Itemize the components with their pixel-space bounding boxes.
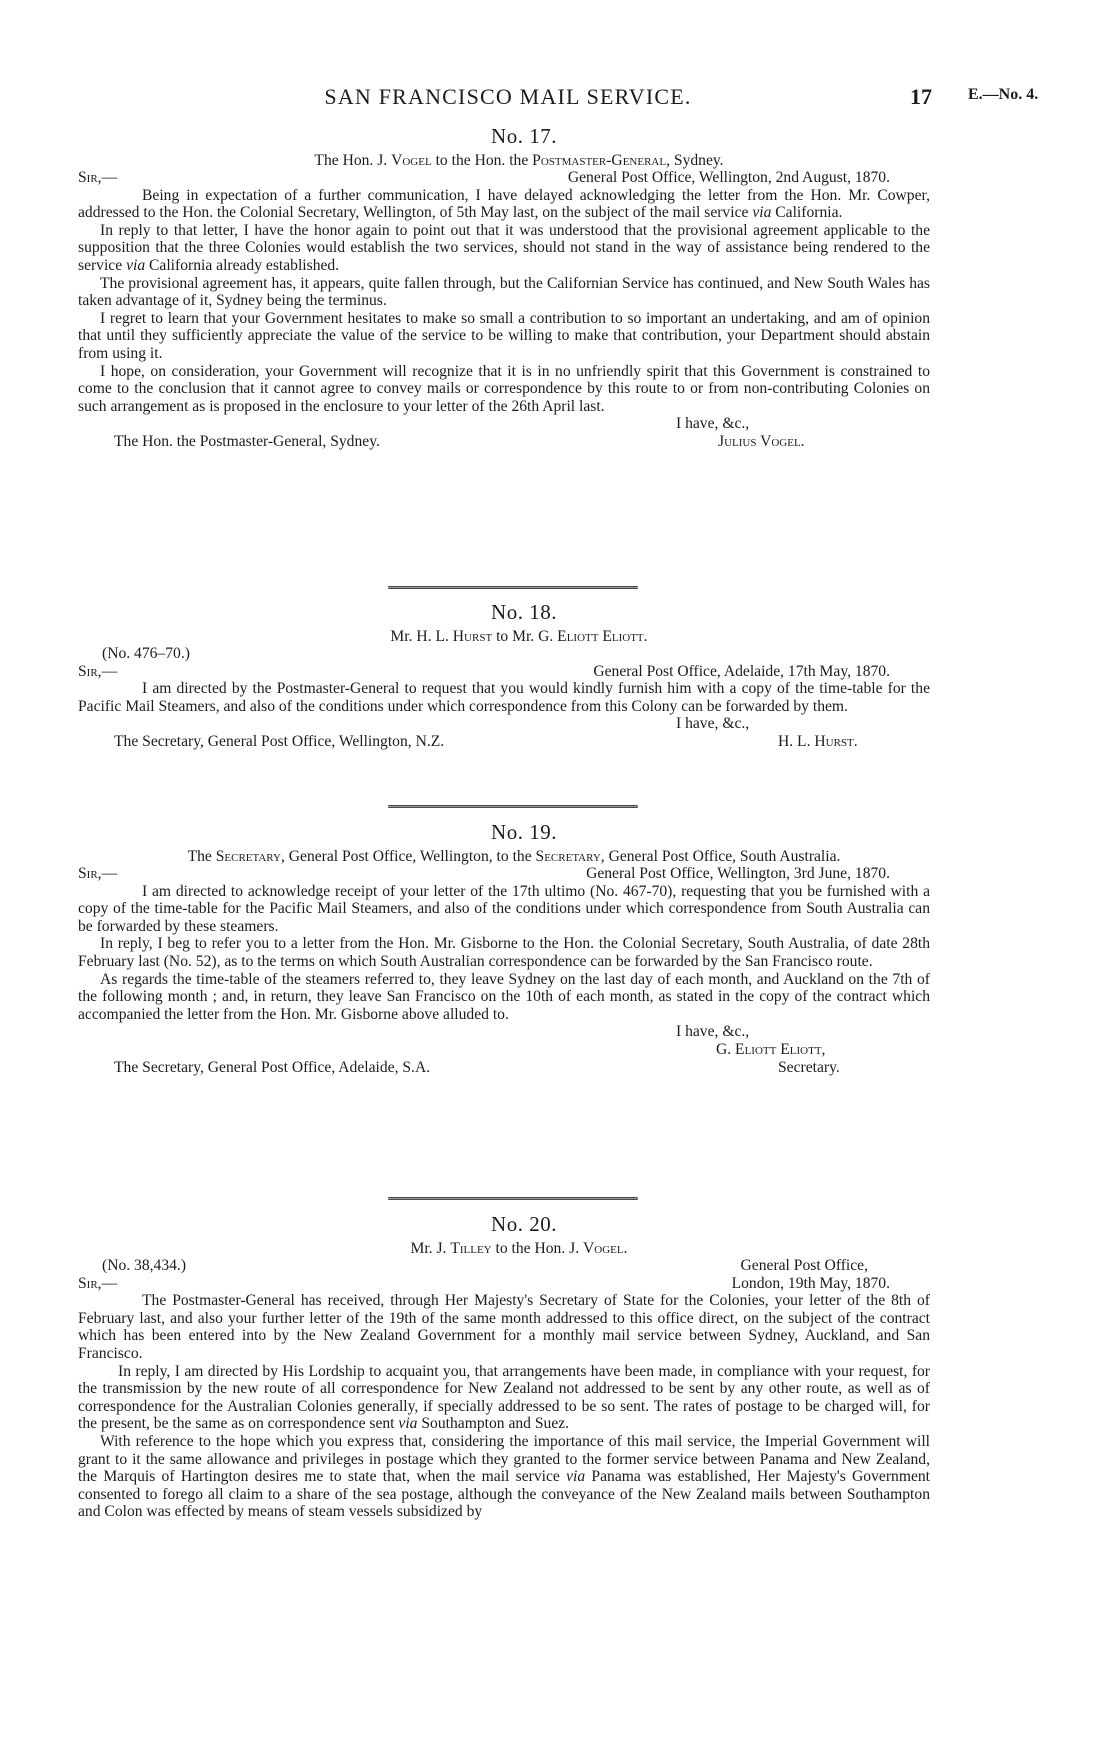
- letter-number: No. 20.: [491, 1212, 557, 1236]
- letter-reference: (No. 476–70.): [102, 645, 190, 662]
- addressee: The Secretary, General Post Office, Adelaide, S.A.: [114, 1058, 431, 1076]
- salutation: Sir,—: [78, 865, 118, 882]
- letter-number: No. 19.: [491, 820, 557, 844]
- paragraph: I hope, on consideration, your Government will recognize that it is in no unfriendly spirit that this Government is constrained to come to the conclusion that it cannot agree to convey mails or correspondence by this route to or from non-contributing Colonies on such arrangement as is proposed in the enclosure to your letter of the 26th April last.: [78, 362, 930, 415]
- letter-number: No. 17.: [491, 124, 557, 148]
- letter-no-20: [78, 1212, 930, 1521]
- letter-number: No. 18.: [491, 600, 557, 624]
- paragraph: I am directed to acknowledge receipt of your letter of the 17th ultimo (No. 467-70), requesting that you be furnished with a copy of the time-table for the Pacific Mail Steamers, and also of the conditions under which correspondence from South Australia can be forwarded by these steamers.: [78, 882, 930, 935]
- salutation-line: [78, 865, 930, 883]
- paragraph: In reply, I am directed by His Lordship to acquaint you, that arrangements have been made, in compliance with your request, for the transmission by the new route of all correspondence for New Zealand not addressed to be sent by any other route, as well as of correspondence for the Australian Colonies generally, if specially addressed to be so sent. The rates of postage to be charged will, for the present, be the same as on correspondence sent via Southampton and Suez.: [78, 1362, 930, 1433]
- letter-no-17: [78, 124, 930, 451]
- section-divider: [388, 1197, 638, 1200]
- closing: I have, &c.,: [676, 1023, 750, 1041]
- addressee: The Hon. the Postmaster-General, Sydney.: [114, 432, 380, 450]
- section-divider: [388, 805, 638, 808]
- reference-line: [78, 1257, 930, 1275]
- salutation-line: [78, 169, 930, 187]
- signature: H. L. Hurst.: [778, 732, 858, 750]
- letter-reference: (No. 38,434.): [102, 1257, 187, 1274]
- closing: I have, &c.,: [676, 715, 750, 733]
- letter-title: Mr. J. Tilley to the Hon. J. Vogel.: [410, 1240, 628, 1257]
- letter-no-19: [78, 820, 930, 1076]
- salutation-line: [78, 1275, 930, 1293]
- signature: G. Eliott Eliott,: [716, 1040, 826, 1058]
- paragraph: With reference to the hope which you express that, considering the importance of this mail service, the Imperial Government will grant to it the same allowance and privileges in postage which they granted to the former service between Panama and New Zealand, the Marquis of Hartington desires me to state that, when the mail service via Panama was established, Her Majesty's Government consented to forego all claim to a share of the sea postage, although the conveyance of the New Zealand mails between Southampton and Colon was effected by means of steam vessels subsidized by: [78, 1432, 930, 1521]
- letter-title: The Secretary, General Post Office, Wellington, to the Secretary, General Post Office, South Australia.: [187, 848, 841, 865]
- signoff-line: [78, 733, 930, 751]
- paragraph: Being in expectation of a further communication, I have delayed acknowledging the letter from the Hon. Mr. Cowper, addressed to the Hon. the Colonial Secretary, Wellington, of 5th May last, on the subject of the mail service via California.: [78, 186, 930, 222]
- signoff-line: [78, 433, 930, 451]
- document-reference: E.—No. 4.: [968, 86, 1039, 103]
- salutation: Sir,—: [78, 662, 118, 680]
- paragraph: The provisional agreement has, it appears, quite fallen through, but the Californian Service has continued, and New South Wales has taken advantage of it, Sydney being the terminus.: [78, 274, 930, 310]
- letter-title: Mr. H. L. Hurst to Mr. G. Eliott Eliott.: [390, 628, 648, 645]
- paragraph: In reply, I beg to refer you to a letter from the Hon. Mr. Gisborne to the Hon. the Colonial Secretary, South Australia, of date 28th February last (No. 52), as to the terms on which South Australian correspondence can be forwarded by the San Francisco route.: [78, 935, 930, 970]
- addressee: The Secretary, General Post Office, Wellington, N.Z.: [114, 732, 445, 750]
- letter-no-18: [78, 600, 930, 751]
- paragraph: As regards the time-table of the steamers referred to, they leave Sydney on the last day of each month, and Auckland on the 7th of the following month ; and, in return, they leave San Francisco on the 10th of each month, as stated in the copy of the contract which accompanied the letter from the Hon. Mr. Gisborne above alluded to.: [78, 970, 930, 1023]
- dateline: General Post Office, Wellington, 2nd August, 1870.: [567, 169, 890, 186]
- salutation: Sir,—: [78, 1274, 118, 1292]
- paragraph: In reply to that letter, I have the honor again to point out that it was understood that the provisional agreement applicable to the supposition that the three Colonies would establish the two services, should not stand in the way of assistance being rendered to the service via California already established.: [78, 221, 930, 274]
- dateline: General Post Office, Adelaide, 17th May, 1870.: [593, 662, 890, 680]
- paragraph: The Postmaster-General has received, through Her Majesty's Secretary of State for the Colonies, your letter of the 8th of February last, and also your further letter of the 19th of the same month addressed to this office direct, on the subject of the contract which has been entered into by the New Zealand Government for a monthly mail service between Sydney, Auckland, and San Francisco.: [78, 1292, 930, 1362]
- section-divider: [388, 586, 638, 589]
- page-number: 17: [910, 84, 932, 109]
- closing: I have, &c.,: [676, 415, 750, 433]
- paragraph: I regret to learn that your Government hesitates to make so small a contribution to so important an undertaking, and am of opinion that until they sufficiently appreciate the value of the service to be willing to make that contribution, your Department should abstain from using it.: [78, 309, 930, 362]
- signoff-line: [78, 1059, 930, 1077]
- salutation: Sir,—: [78, 169, 118, 186]
- paragraph: I am directed by the Postmaster-General to request that you would kindly furnish him with a copy of the time-table for the Pacific Mail Steamers, and also of the conditions under which correspondence from this Colony can be forwarded by them.: [78, 680, 930, 715]
- salutation-line: [78, 663, 930, 681]
- letter-title: The Hon. J. Vogel to the Hon. the Postmaster-General, Sydney.: [314, 152, 724, 169]
- dateline: General Post Office, Wellington, 3rd June, 1870.: [586, 865, 890, 882]
- running-header: [78, 84, 1068, 114]
- dateline: London, 19th May, 1870.: [731, 1274, 890, 1292]
- signature-title: Secretary.: [778, 1058, 840, 1076]
- page-title: SAN FRANCISCO MAIL SERVICE.: [324, 84, 692, 109]
- signature: Julius Vogel.: [718, 432, 805, 450]
- dateline: General Post Office,: [740, 1257, 868, 1274]
